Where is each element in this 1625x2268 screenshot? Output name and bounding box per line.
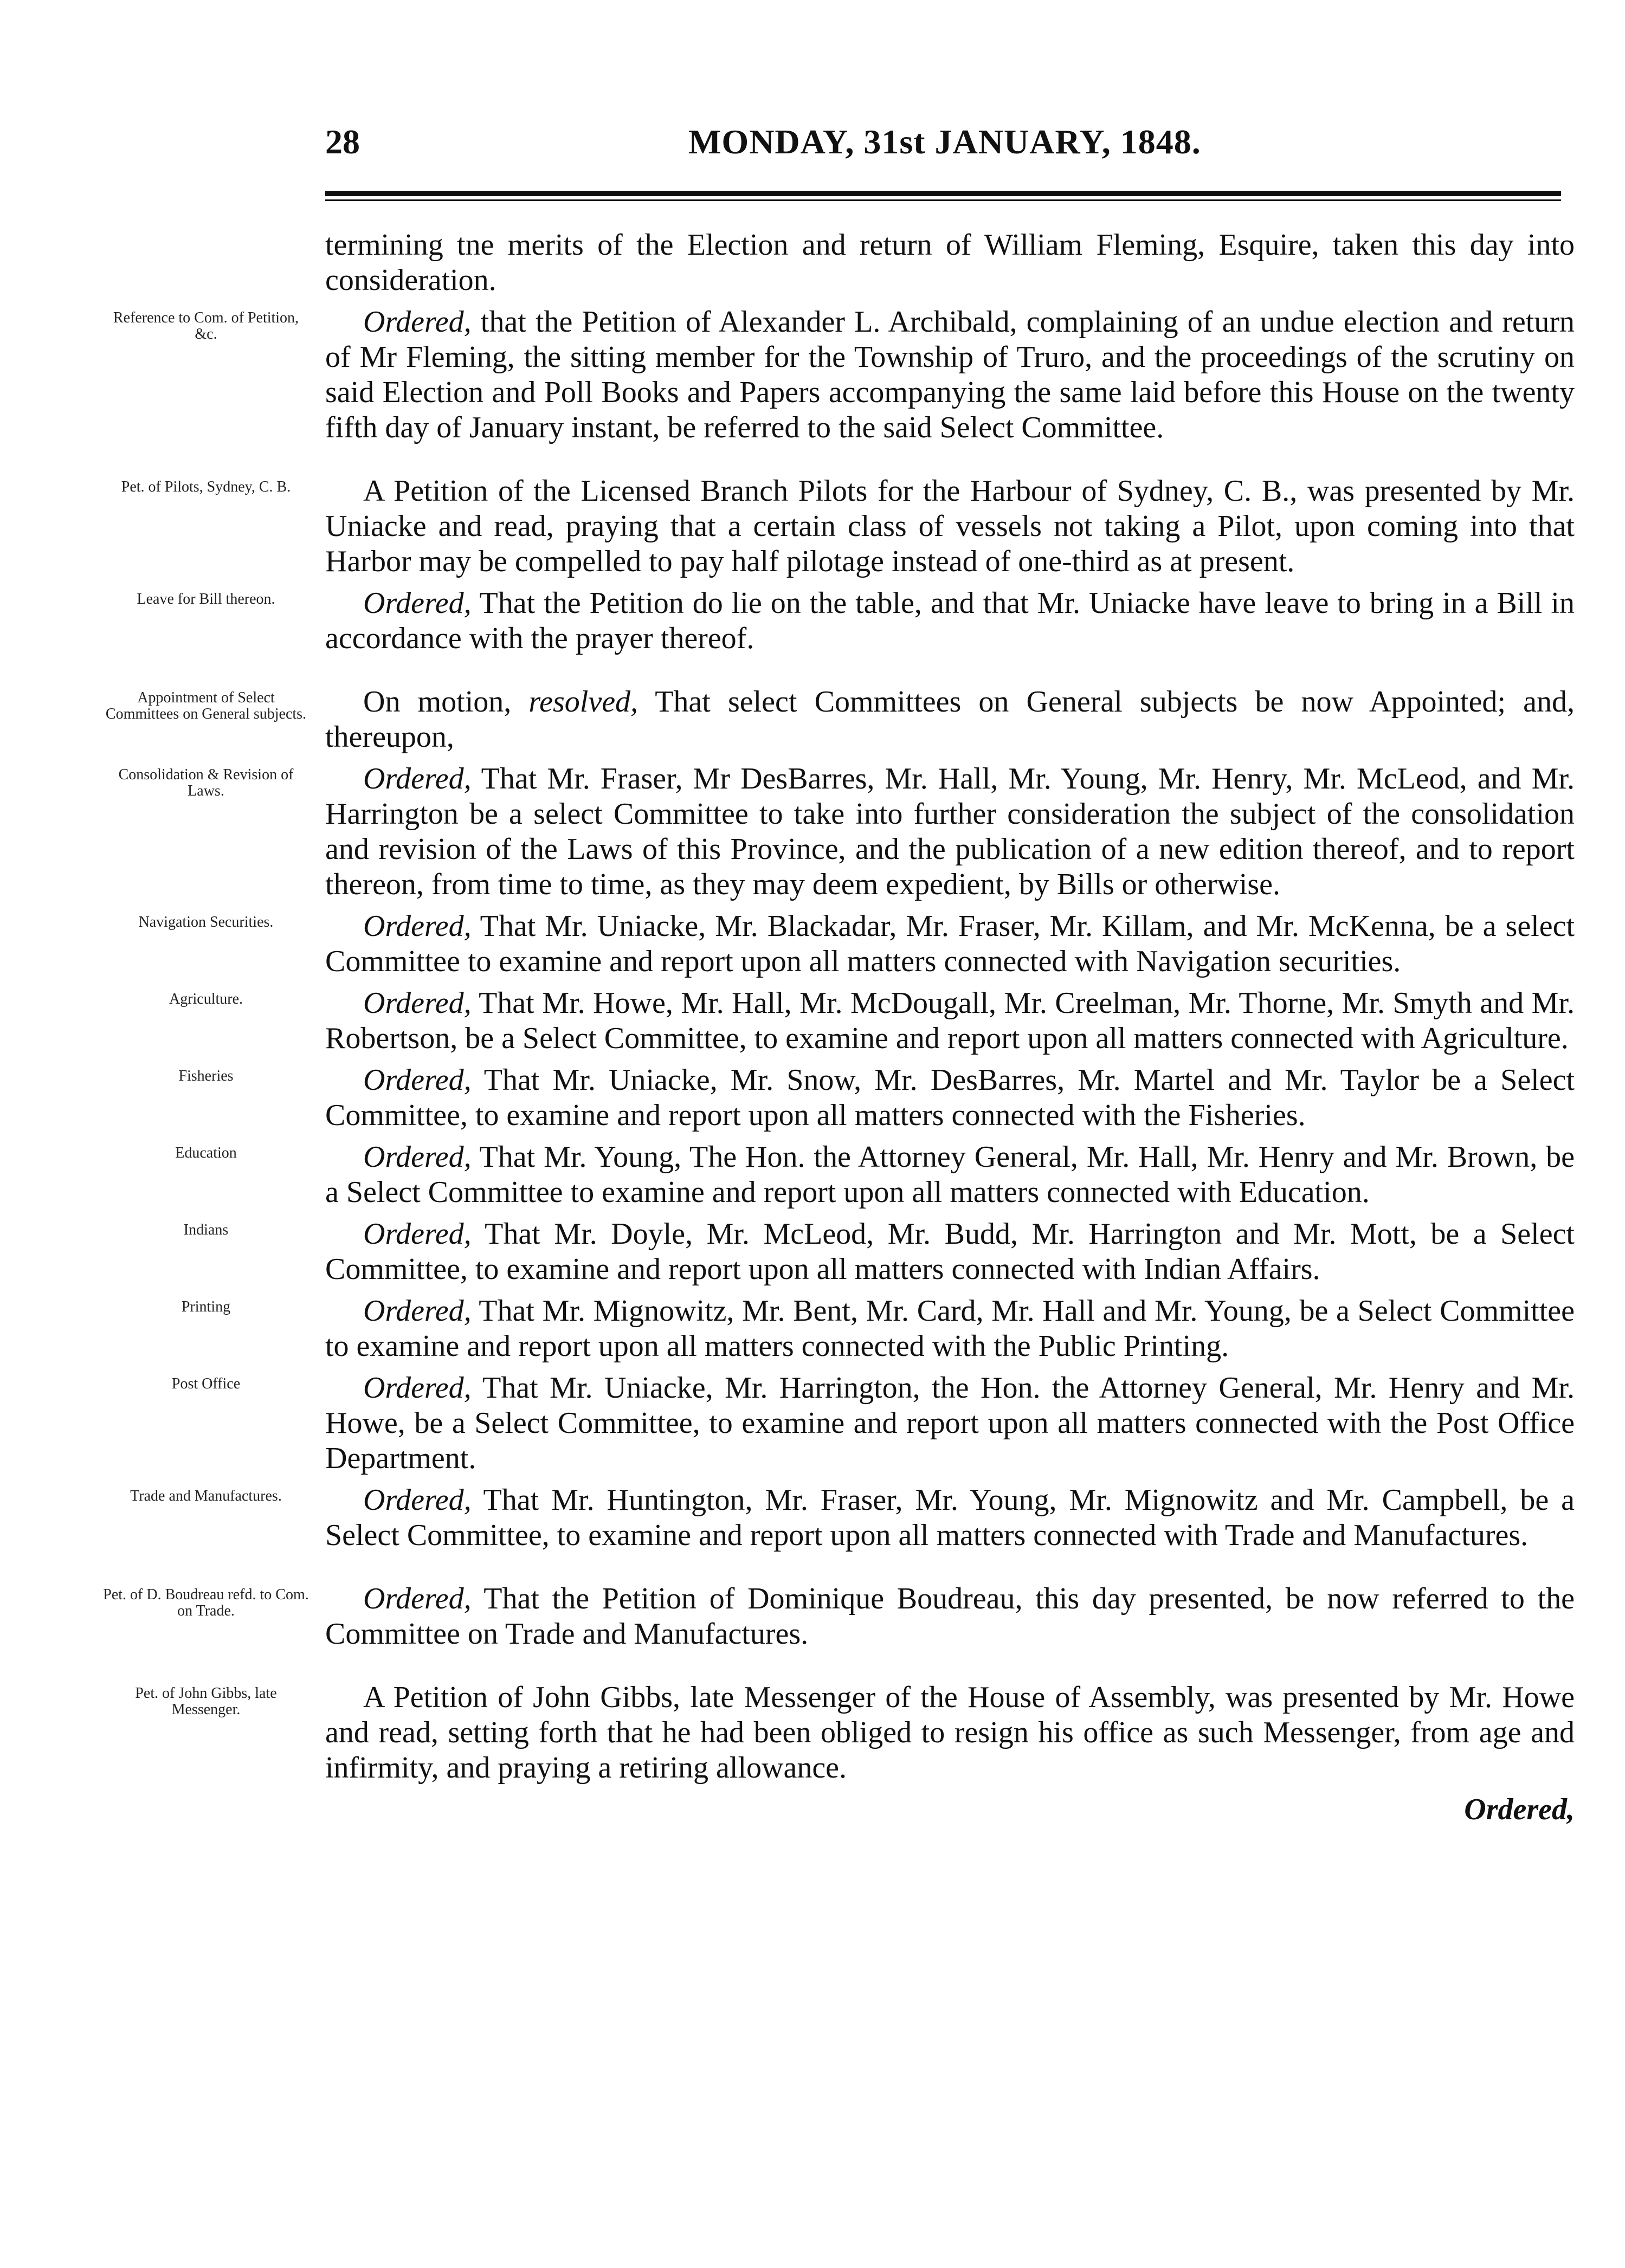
paragraph-lead: Ordered,: [363, 986, 472, 1020]
margin-note: Consolidation & Revision of Laws.: [118, 766, 294, 799]
paragraph-text: That Mr. Howe, Mr. Hall, Mr. McDougall, Mr. Creelman, Mr. Thorne, Mr. Smyth and Mr. Robertson, be a Select Committee, to examine and report upon all matters connected with Agriculture.: [325, 986, 1575, 1055]
paragraph-lead: Ordered,: [363, 586, 472, 620]
paragraph-lead: Ordered,: [363, 1371, 472, 1405]
paragraph-lead: Ordered,: [363, 1294, 472, 1328]
margin-note: Printing: [181, 1298, 231, 1315]
paragraph-text: That Mr. Uniacke, Mr. Blackadar, Mr. Fraser, Mr. Killam, and Mr. McKenna, be a select Committee to examine and report upon all matters connected with Navigation securities.: [325, 909, 1575, 978]
paragraph-lead: resolved,: [528, 685, 639, 719]
margin-note: Post Office: [171, 1375, 241, 1392]
paragraph-post-office: [171, 1371, 1575, 1476]
paragraph-continuation: [325, 228, 1575, 298]
paragraph-lead: Ordered,: [363, 1140, 472, 1174]
running-title: MONDAY, 31st JANUARY, 1848.: [688, 122, 1201, 161]
margin-note: Appointment of Select Committees on General subjects.: [105, 689, 307, 722]
margin-note: Pet. of D. Boudreau refd. to Com. on Trade.: [103, 1586, 309, 1619]
paragraph-navigation: [138, 909, 1575, 979]
paragraph-text: termining tne merits of the Election and return of William Fleming, Esquire, taken this day into consideration.: [325, 228, 1575, 297]
paragraph-text: That the Petition of Dominique Boudreau, this day presented, be now referred to the Committee on Trade and Manufactures.: [325, 1582, 1575, 1651]
paragraph-agriculture: [169, 986, 1575, 1056]
paragraph-text: That select Committees on General subjects be now Appointed; and, thereupon,: [325, 685, 1575, 754]
paragraph-printing: [181, 1294, 1575, 1364]
paragraph-text: A Petition of John Gibbs, late Messenger of the House of Assembly, was presented by Mr. Howe and read, setting forth that he had been obliged to resign his office as such Messenger, from age and infirmity, and praying a retiring allowance.: [325, 1681, 1575, 1785]
paragraph-text: That Mr. Uniacke, Mr. Harrington, the Hon. the Attorney General, Mr. Henry and Mr. Howe, be a Select Committee, to examine and report upon all matters connected with the Post Office Department.: [325, 1371, 1575, 1475]
margin-note: Leave for Bill thereon.: [137, 591, 275, 608]
margin-note: Navigation Securities.: [138, 914, 274, 931]
catchword: Ordered,: [1464, 1793, 1575, 1826]
page-number: 28: [325, 122, 360, 161]
paragraph-text: That the Petition do lie on the table, and that Mr. Uniacke have leave to bring in a Bill in accordance with the prayer thereof.: [325, 586, 1575, 655]
paragraph-lead: Ordered,: [363, 909, 472, 943]
paragraph-pilots-petition: [121, 474, 1575, 579]
paragraph-text: That Mr. Uniacke, Mr. Snow, Mr. DesBarres, Mr. Martel and Mr. Taylor be a Select Committee, to examine and report upon all matters connected with the Fisheries.: [325, 1063, 1575, 1132]
header-rule: [325, 191, 1561, 196]
body-text: [103, 228, 1575, 1827]
paragraph-indians: [183, 1217, 1575, 1287]
paragraph-text: That Mr. Mignowitz, Mr. Bent, Mr. Card, Mr. Hall and Mr. Young, be a Select Committee to examine and report upon all matters connected with the Public Printing.: [325, 1294, 1575, 1363]
margin-note: Reference to Com. of Petition, &c.: [113, 309, 299, 343]
paragraph-text: That Mr. Huntington, Mr. Fraser, Mr. Young, Mr. Mignowitz and Mr. Campbell, be a Select Committee, to examine and report upon all matters connected with Trade and Manufactures.: [325, 1483, 1575, 1552]
paragraph-appointment: [105, 684, 1575, 755]
paragraph-lead: Ordered,: [363, 1582, 472, 1616]
margin-note: Pet. of Pilots, Sydney, C. B.: [121, 479, 291, 495]
margin-note: Fisheries: [178, 1068, 234, 1084]
paragraph-trade: [130, 1483, 1575, 1553]
paragraph-text: that the Petition of Alexander L. Archibald, complaining of an undue election and return of Mr Fleming, the sitting member for the Township of Truro, and the proceedings of the scrutiny on said Election and Poll Books and Papers accompanying the same laid before this House on the twenty fifth day of January instant, be referred to the said Select Committee.: [325, 305, 1575, 444]
paragraph-consolidation: [118, 761, 1575, 902]
paragraph-lead: Ordered,: [363, 1483, 472, 1517]
paragraph-text: A Petition of the Licensed Branch Pilots for the Harbour of Sydney, C. B., was presented by Mr. Uniacke and read, praying that a certain class of vessels not taking a Pilot, upon coming into that Harbor may be compelled to pay half pilotage instead of one-third as at present.: [325, 474, 1575, 578]
paragraph-education: [175, 1140, 1575, 1210]
paragraph-fisheries: [178, 1063, 1575, 1133]
margin-note: Pet. of John Gibbs, late Messenger.: [135, 1685, 277, 1718]
paragraph-lead: Ordered,: [363, 1063, 472, 1097]
paragraph-lead: Ordered,: [363, 305, 472, 339]
paragraph-pre: On motion,: [363, 685, 529, 719]
paragraph-text: That Mr. Fraser, Mr DesBarres, Mr. Hall, Mr. Young, Mr. Henry, Mr. McLeod, and Mr. Harrington be a select Committee to take into further consideration the subject of the consolidation and revision of the Laws of this Province, and the publication of a new edition thereof, and to report thereon, from time to time, as they may deem expedient, by Bills or otherwise.: [325, 762, 1575, 901]
paragraph-boudreau: [103, 1581, 1575, 1652]
header-rule-thin: [325, 199, 1561, 201]
margin-note: Indians: [183, 1222, 229, 1238]
page-header: [325, 122, 1564, 171]
paragraph-gibbs: [135, 1680, 1575, 1786]
margin-note: Agriculture.: [169, 991, 243, 1007]
margin-note: Trade and Manufactures.: [130, 1488, 282, 1504]
paragraph-lead: Ordered,: [363, 1217, 472, 1251]
paragraph-leave-for-bill: [137, 586, 1575, 656]
paragraph-reference-petition: [113, 305, 1575, 445]
paragraph-text: That Mr. Doyle, Mr. McLeod, Mr. Budd, Mr. Harrington and Mr. Mott, be a Select Committee, to examine and report upon all matters connected with Indian Affairs.: [325, 1217, 1575, 1286]
margin-note: Education: [175, 1145, 237, 1161]
paragraph-lead: Ordered,: [363, 762, 472, 796]
paragraph-text: That Mr. Young, The Hon. the Attorney General, Mr. Hall, Mr. Henry and Mr. Brown, be a Select Committee to examine and report upon all matters connected with Education.: [325, 1140, 1575, 1209]
